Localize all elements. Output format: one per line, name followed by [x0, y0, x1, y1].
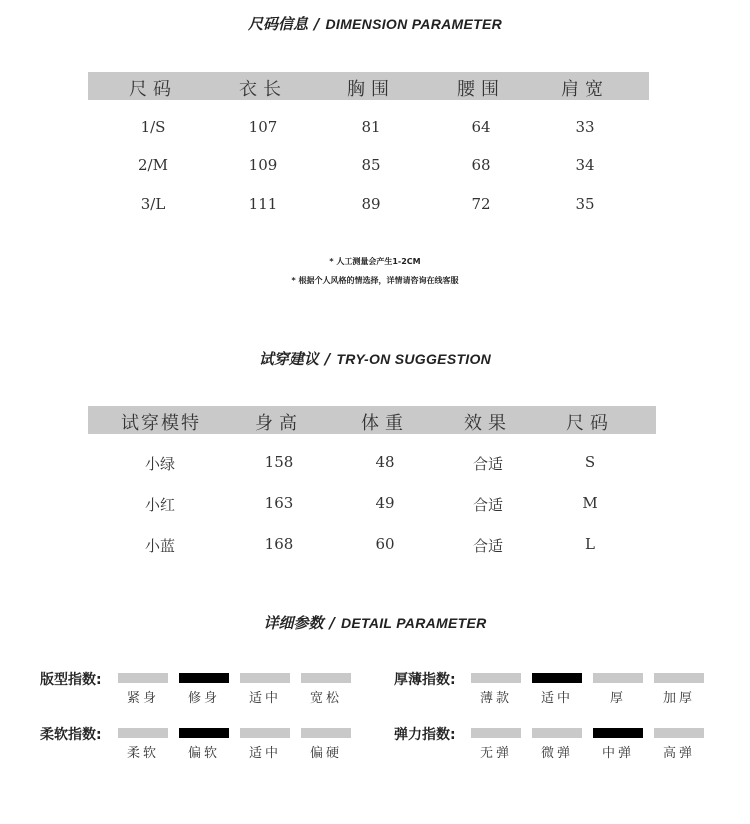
- table-cell: 3/L: [140, 195, 166, 213]
- table-cell: 33: [575, 118, 595, 136]
- index-bar: [118, 728, 168, 738]
- index-bar-selected: [179, 728, 229, 738]
- dimension-section-title: [0, 13, 750, 34]
- table-cell: 60: [375, 535, 395, 553]
- table-cell: 111: [248, 195, 278, 213]
- table-cell: S: [584, 453, 596, 471]
- index-option: 无弹: [479, 746, 512, 761]
- title-separator: /: [324, 350, 331, 368]
- table-cell: 合适: [472, 496, 503, 514]
- header-height: 身高: [255, 413, 303, 434]
- index-option: 柔软: [126, 746, 159, 761]
- index-option: 加厚: [662, 691, 695, 706]
- header-size: 尺码: [566, 413, 614, 434]
- measurement-note: * 人工测量会产生1-2CM: [329, 257, 421, 266]
- table-cell: 85: [361, 156, 381, 174]
- table-cell: 35: [575, 195, 595, 213]
- tryon-title-cn: 试穿建议: [258, 350, 319, 368]
- dimension-title-en: DIMENSION PARAMETER: [325, 16, 503, 32]
- table-cell: 64: [471, 118, 491, 136]
- index-bar: [240, 673, 290, 683]
- param-label: 版型指数:: [40, 672, 102, 688]
- table-cell: 109: [248, 156, 278, 174]
- index-option: 微弹: [540, 746, 573, 761]
- index-bar: [240, 728, 290, 738]
- index-bar-selected: [179, 673, 229, 683]
- selection-note: * 根据个人风格的情选择，详情请咨询在线客服: [291, 276, 459, 285]
- index-option: 宽松: [309, 691, 342, 706]
- index-bar: [471, 728, 521, 738]
- table-cell: 81: [361, 118, 381, 136]
- header-effect: 效果: [464, 413, 512, 434]
- table-cell: 68: [471, 156, 491, 174]
- index-bar: [593, 673, 643, 683]
- index-option: 薄款: [479, 691, 512, 706]
- table-cell: 1/S: [140, 118, 166, 136]
- table-cell: 小绿: [144, 455, 175, 473]
- table-cell: 合适: [472, 537, 503, 555]
- param-label: 厚薄指数:: [394, 672, 456, 688]
- index-bar: [654, 673, 704, 683]
- table-cell: L: [585, 535, 595, 553]
- index-option: 偏软: [187, 746, 220, 761]
- index-option: 修身: [187, 691, 220, 706]
- index-option: 厚: [609, 691, 626, 706]
- dimension-title-cn: 尺码信息: [247, 15, 308, 33]
- index-bar: [301, 728, 351, 738]
- index-option: 适中: [540, 691, 573, 706]
- table-cell: 34: [575, 156, 595, 174]
- index-bar: [118, 673, 168, 683]
- header-size: 尺码: [129, 79, 177, 100]
- table-cell: 72: [471, 195, 491, 213]
- index-option: 适中: [248, 691, 281, 706]
- header-length: 衣长: [239, 79, 287, 100]
- header-chest: 胸围: [347, 79, 395, 100]
- header-shoulder: 肩宽: [561, 79, 609, 100]
- table-cell: 小蓝: [144, 537, 175, 555]
- index-option: 适中: [248, 746, 281, 761]
- index-bar-selected: [532, 673, 582, 683]
- param-label: 柔软指数:: [40, 727, 102, 743]
- table-cell: 168: [264, 535, 294, 553]
- table-cell: 49: [375, 494, 395, 512]
- header-waist: 腰围: [457, 79, 505, 100]
- table-cell: 小红: [144, 496, 175, 514]
- index-bar: [532, 728, 582, 738]
- index-option: 高弹: [662, 746, 695, 761]
- table-cell: 163: [264, 494, 294, 512]
- index-option: 紧身: [126, 691, 159, 706]
- table-cell: 107: [248, 118, 278, 136]
- tryon-title-en: TRY-ON SUGGESTION: [336, 351, 492, 367]
- index-bar-selected: [593, 728, 643, 738]
- table-cell: 2/M: [138, 156, 168, 174]
- tryon-section-title: [0, 348, 750, 369]
- index-option: 偏硬: [309, 746, 342, 761]
- table-cell: 89: [361, 195, 381, 213]
- title-separator: /: [329, 614, 335, 632]
- detail-title-cn: 详细参数: [263, 614, 324, 632]
- table-cell: M: [582, 494, 598, 512]
- table-cell: 158: [264, 453, 294, 471]
- table-cell: 合适: [472, 455, 503, 473]
- param-label: 弹力指数:: [394, 727, 456, 743]
- index-option: 中弹: [601, 746, 634, 761]
- index-bar: [654, 728, 704, 738]
- header-model: 试穿模特: [121, 413, 201, 434]
- detail-title-en: DETAIL PARAMETER: [340, 615, 487, 631]
- detail-section-title: [0, 612, 750, 633]
- index-bar: [301, 673, 351, 683]
- index-bar: [471, 673, 521, 683]
- title-separator: /: [313, 15, 320, 33]
- header-weight: 体重: [361, 413, 409, 434]
- table-cell: 48: [375, 453, 395, 471]
